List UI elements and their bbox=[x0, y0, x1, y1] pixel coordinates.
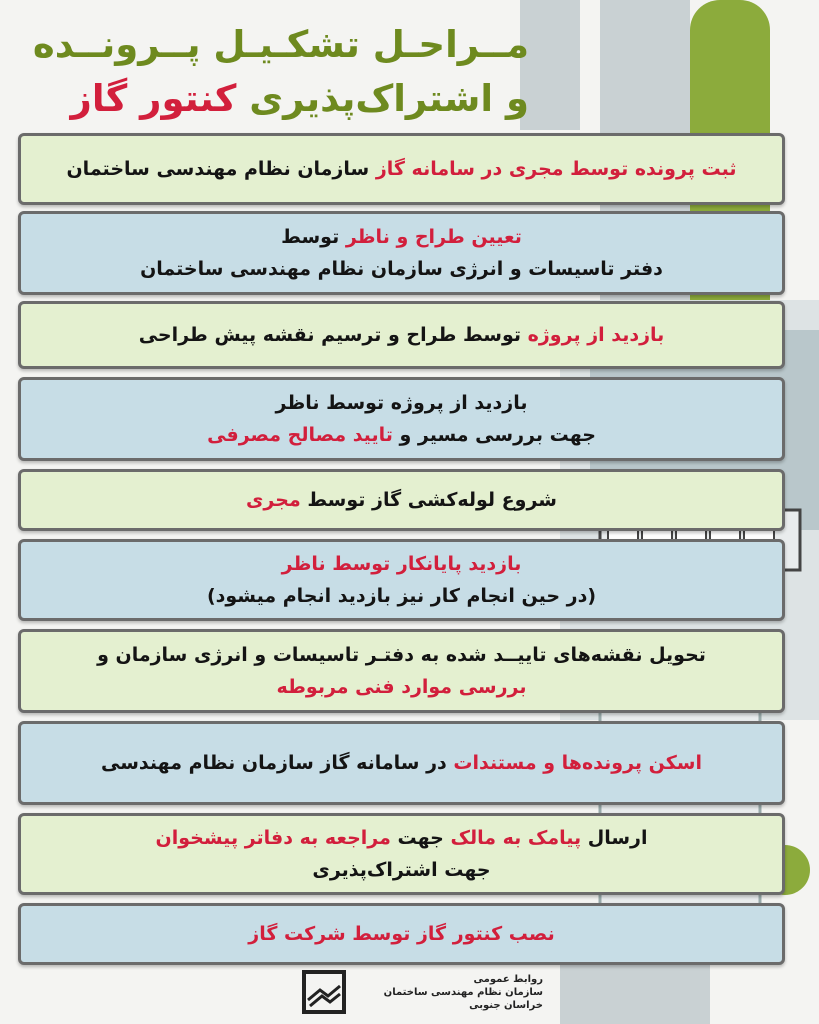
step-9-line-2: جهت اشتراک‌پذیری bbox=[312, 859, 491, 881]
step-5-rest: شروع لوله‌کشی گاز توسط bbox=[300, 489, 557, 511]
step-2-line-1 bbox=[281, 221, 522, 253]
footer-text bbox=[358, 973, 543, 1012]
step-3 bbox=[18, 301, 785, 369]
title-line-2 bbox=[9, 72, 529, 126]
step-3-highlight: بازدید از پروژه bbox=[527, 324, 665, 346]
step-2-line-2: دفتر تاسیسات و انرژی سازمان نظام مهندسی ساختمان bbox=[140, 258, 663, 280]
step-7 bbox=[18, 629, 785, 713]
step-1-text bbox=[66, 153, 736, 185]
footer bbox=[283, 965, 543, 1019]
step-8-highlight: اسکن پرونده‌ها و مستندات bbox=[453, 752, 702, 774]
step-4-line-2 bbox=[207, 419, 596, 451]
step-1-highlight: ثبت پرونده توسط مجری در سامانه گاز bbox=[375, 158, 737, 180]
step-5 bbox=[18, 469, 785, 531]
footer-line-3: خراسان جنوبی bbox=[469, 999, 543, 1011]
step-8 bbox=[18, 721, 785, 805]
title-part-b: کنتور گاز bbox=[70, 77, 237, 120]
step-2-highlight: تعیین طراح و ناظر bbox=[345, 226, 522, 248]
step-9-part-d: مراجعه به دفاتر پیشخوان bbox=[155, 827, 391, 849]
title-part-a: و اشتراک‌پذیری bbox=[249, 77, 529, 120]
step-5-text bbox=[246, 484, 557, 516]
step-1-rest: سازمان نظام مهندسی ساختمان bbox=[66, 158, 376, 180]
step-10 bbox=[18, 903, 785, 965]
step-2 bbox=[18, 211, 785, 295]
footer-line-1: روابط عمومی bbox=[473, 973, 543, 985]
step-3-text bbox=[139, 319, 665, 351]
step-10-text: نصب کنتور گاز توسط شرکت گاز bbox=[248, 923, 555, 945]
step-3-rest: توسط طراح و ترسیم نقشه پیش طراحی bbox=[138, 324, 528, 346]
step-7-line-1: تحویل نقشه‌های تاییــد شده به دفتـر تاسیسات و انرژی سازمان و bbox=[97, 644, 706, 666]
organization-logo-icon bbox=[298, 966, 350, 1018]
step-4-rest: جهت بررسی مسیر و bbox=[392, 424, 596, 446]
step-6-line-1: بازدید پایانکار توسط ناظر bbox=[281, 553, 522, 575]
step-8-text bbox=[101, 747, 702, 779]
step-2-rest: توسط bbox=[281, 226, 346, 248]
step-4 bbox=[18, 377, 785, 461]
step-4-highlight: تایید مصالح مصرفی bbox=[207, 424, 393, 446]
step-6-line-2: (در حین انجام کار نیز بازدید انجام میشود) bbox=[206, 585, 597, 607]
page-title bbox=[9, 18, 529, 126]
step-9 bbox=[18, 813, 785, 895]
step-1 bbox=[18, 133, 785, 205]
step-9-part-a: ارسال bbox=[581, 827, 648, 849]
step-7-line-2: بررسی موارد فنی مربوطه bbox=[276, 676, 527, 698]
step-5-highlight: مجری bbox=[246, 489, 301, 511]
step-9-line-1 bbox=[156, 822, 648, 854]
step-6 bbox=[18, 539, 785, 621]
step-8-rest: در سامانه گاز سازمان نظام مهندسی bbox=[101, 752, 454, 774]
title-line-1: مــراحـل تشکـیـل پــرونــده bbox=[32, 23, 529, 66]
step-4-line-1: بازدید از پروژه توسط ناظر bbox=[275, 392, 528, 414]
step-9-part-c: جهت bbox=[390, 827, 451, 849]
step-9-part-b: پیامک به مالک bbox=[450, 827, 582, 849]
footer-line-2: سازمان نظام مهندسی ساختمان bbox=[383, 986, 543, 998]
